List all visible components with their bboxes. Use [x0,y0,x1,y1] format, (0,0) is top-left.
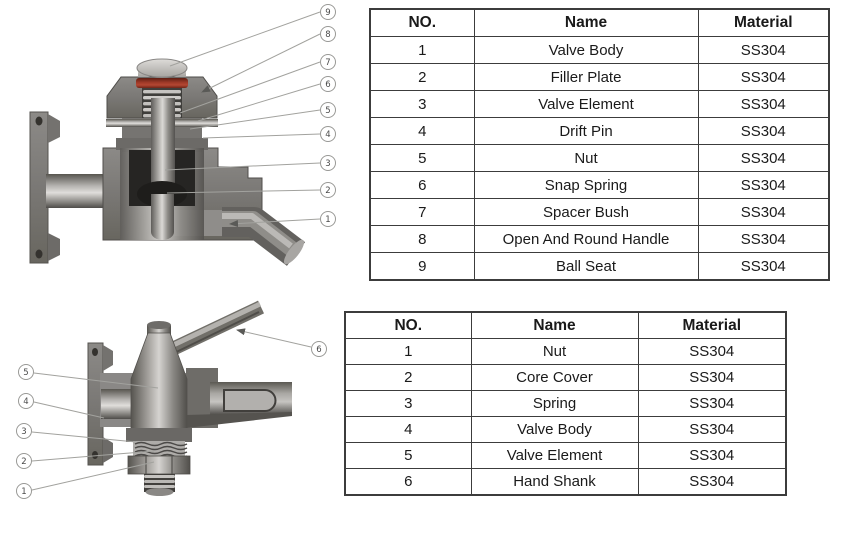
hand-shank [164,304,261,357]
callout-8 [321,27,336,42]
table-row: 5 Nut SS304 [370,145,829,172]
col-header-material: Material [698,9,829,37]
table-row: 2 Core Cover SS304 [345,365,786,391]
o-ring [136,78,188,88]
callout-4 [321,127,336,142]
svg-text:3: 3 [21,427,27,437]
callout-4 [19,394,34,409]
svg-text:2: 2 [325,186,331,196]
callout-2 [321,183,336,198]
svg-text:3: 3 [325,159,331,169]
callout-9 [321,5,336,20]
svg-text:1: 1 [325,215,331,225]
table-row: 9 Ball Seat SS304 [370,253,829,281]
callout-3 [321,156,336,171]
table-row: 1 Valve Body SS304 [370,37,829,64]
table-header-row [345,312,786,339]
callout-6 [312,342,327,357]
parts-table-top [369,8,830,281]
table-row: 6 Snap Spring SS304 [370,172,829,199]
svg-text:6: 6 [325,80,331,90]
svg-text:4: 4 [325,130,331,140]
callout-7 [321,55,336,70]
table-row: 1 Nut SS304 [345,339,786,365]
table-row: 6 Hand Shank SS304 [345,469,786,496]
callout-2 [17,454,32,469]
callout-3 [17,424,32,439]
core-cover [126,428,192,442]
svg-text:1: 1 [21,487,27,497]
svg-text:2: 2 [21,457,27,467]
table-row: 3 Spring SS304 [345,391,786,417]
valve-element-cone [131,321,187,430]
bore-slot [224,390,276,411]
callout-1 [17,484,32,499]
svg-text:5: 5 [325,106,331,116]
col-header-material: Material [638,312,786,339]
svg-text:5: 5 [23,368,29,378]
table-row: 4 Valve Body SS304 [345,417,786,443]
parts-table-bottom [344,311,787,496]
cap-and-o-ring [136,59,188,88]
table-row: 3 Valve Element SS304 [370,91,829,118]
nut [128,456,190,474]
threaded-stub [144,474,175,496]
table-row: 8 Open And Round Handle SS304 [370,226,829,253]
table-header-row [370,9,829,37]
svg-text:4: 4 [23,397,29,407]
col-header-name: Name [474,9,698,37]
table-row: 7 Spacer Bush SS304 [370,199,829,226]
callout-6 [321,77,336,92]
outlet-tube [186,368,292,428]
bottom-valve-diagram [0,295,340,520]
top-valve-diagram [0,0,365,292]
svg-text:9: 9 [325,8,331,18]
col-header-name: Name [471,312,638,339]
callout-5 [19,365,34,380]
svg-text:7: 7 [325,58,331,68]
svg-text:8: 8 [325,30,331,40]
outlet-stub [151,194,174,240]
table-row: 4 Drift Pin SS304 [370,118,829,145]
callout-5 [321,103,336,118]
svg-text:6: 6 [316,345,322,355]
col-header-no: NO. [345,312,471,339]
callout-1 [321,212,336,227]
table-row: 2 Filler Plate SS304 [370,64,829,91]
table-row: 5 Valve Element SS304 [345,443,786,469]
col-header-no: NO. [370,9,474,37]
spring [133,441,187,458]
